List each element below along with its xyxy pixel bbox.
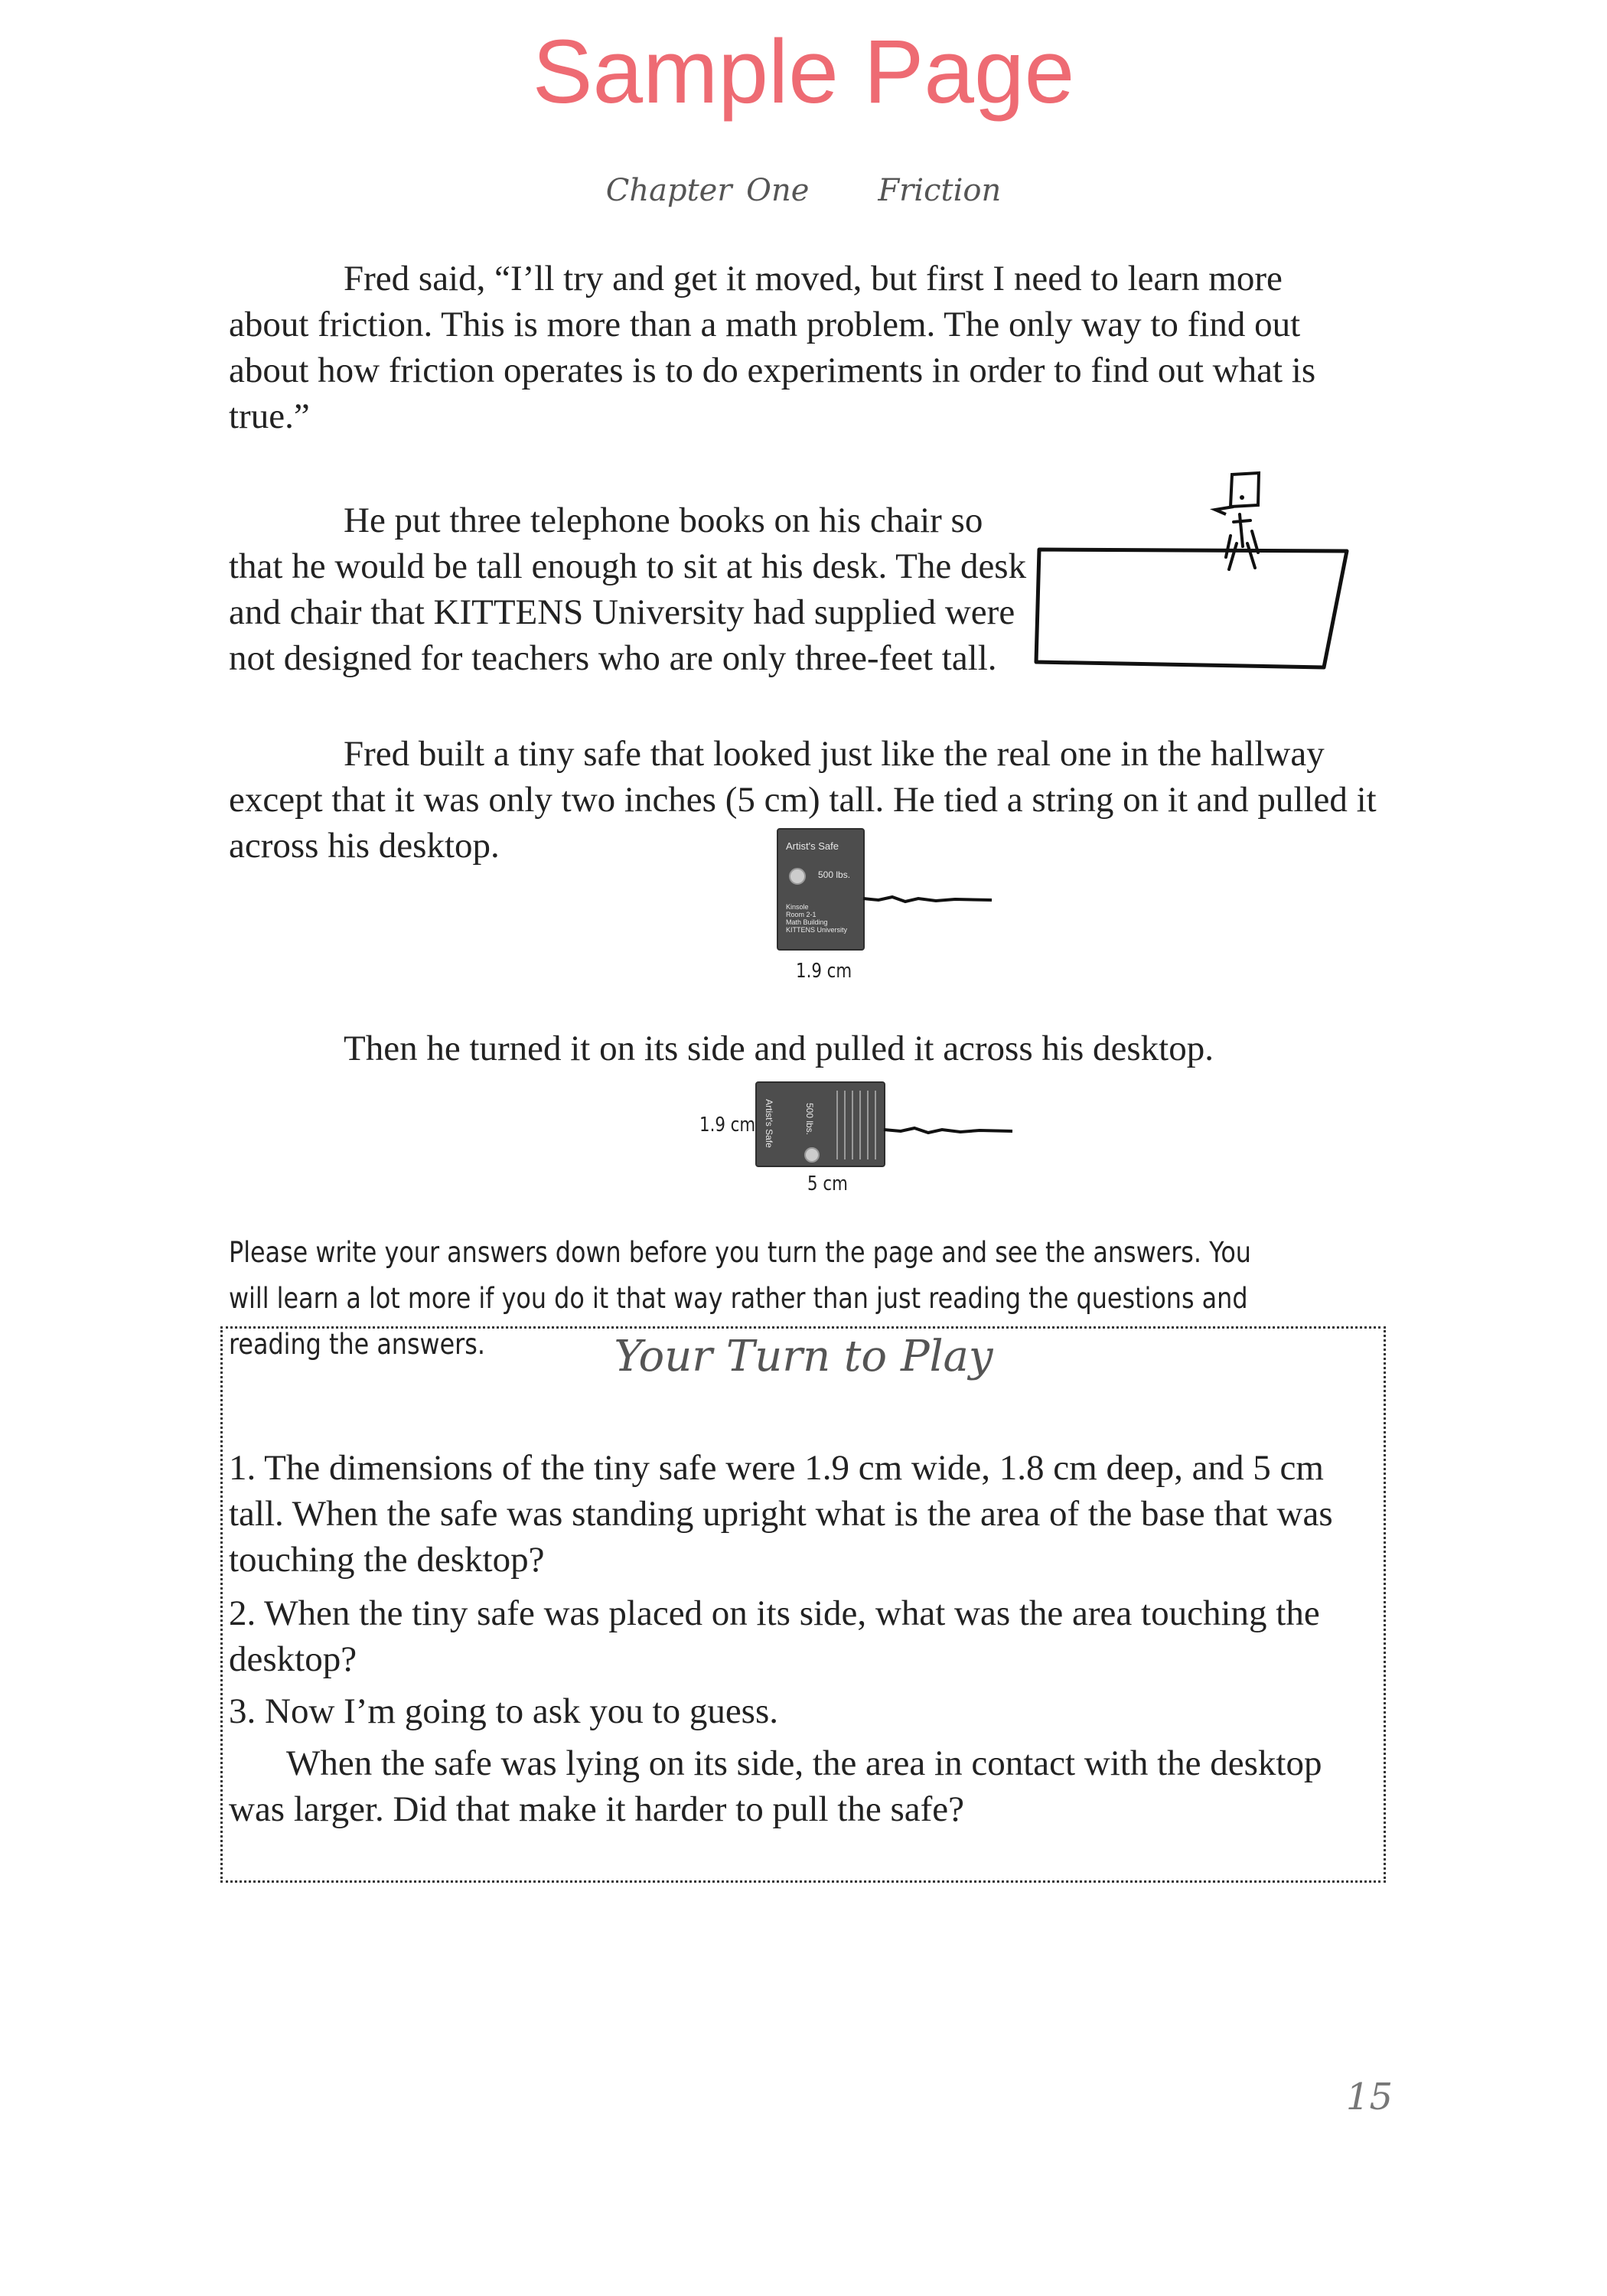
safe-side-dial-icon <box>804 1147 820 1163</box>
safe-address-line: KITTENS University <box>786 926 848 934</box>
fred-at-desk-illustration <box>1025 467 1362 681</box>
paragraph-1: Fred said, “I’ll try and get it moved, but first I need to learn more about friction. This is more than a math problem. The only way to find out about how friction operates is to do experiments in order to find out what is true.” <box>229 259 1316 436</box>
side-height-label: 1.9 cm <box>699 1114 756 1137</box>
safe-address-line: Room 2-1 <box>786 911 817 918</box>
chapter-title: Friction <box>878 173 1002 208</box>
question-1: 1. The dimensions of the tiny safe were 1.9 cm wide, 1.8 cm deep, and 5 cm tall. When the safe was standing upright what is the area of the base that was touching the desktop? <box>229 1448 1333 1580</box>
chapter-header <box>0 173 1607 208</box>
safe-address <box>786 903 847 934</box>
paragraph-3: Fred built a tiny safe that looked just like the real one in the hallway except that it was only two inches (5 cm) tall. He tied a string on it and pulled it across his desktop. <box>229 734 1377 866</box>
page-number: 15 <box>1345 2076 1393 2118</box>
safe-side-brand-text: Artist's Safe <box>763 1099 774 1148</box>
safe-address-line: Math Building <box>786 918 828 926</box>
chapter-number: Chapter One <box>605 173 810 208</box>
question-3: 3. Now I’m going to ask you to guess. <box>229 1691 779 1731</box>
string-on-side <box>884 1119 1014 1142</box>
question-2: 2. When the tiny safe was placed on its side, what was the area touching the desktop? <box>229 1593 1320 1679</box>
instruction-note: Please write your answers down before you turn the page and see the answers. You will learn a lot more if you do it that way rather than just reading the questions and reading the answers. <box>229 1236 1251 1361</box>
safe-weight-text: 500 lbs. <box>818 869 851 880</box>
string-upright <box>863 888 993 911</box>
tiny-safe-upright <box>777 828 865 951</box>
sample-page-watermark: Sample Page <box>532 21 1075 122</box>
safe-side-weight-text: 500 lbs. <box>804 1102 816 1136</box>
paragraph-4: Then he turned it on its side and pulled it across his desktop. <box>344 1029 1214 1068</box>
question-3-detail: When the safe was lying on its side, the area in contact with the desktop was larger. Did that make it harder to pull the safe? <box>229 1743 1322 1829</box>
safe-address-line: Kinsole <box>786 903 809 911</box>
upright-width-label: 1.9 cm <box>796 960 852 983</box>
safe-side-address-lines <box>836 1091 878 1159</box>
safe-brand-text: Artist's Safe <box>786 840 839 852</box>
safe-dial-icon <box>789 868 806 885</box>
side-width-label: 5 cm <box>807 1172 848 1195</box>
exercise-title: Your Turn to Play <box>614 1332 993 1381</box>
paragraph-2: He put three telephone books on his chair so that he would be tall enough to sit at his desk. The desk and chair that KITTENS University had supplied were not designed for teachers who are only three-feet tall. <box>229 501 1027 678</box>
tiny-safe-on-side <box>755 1081 885 1167</box>
